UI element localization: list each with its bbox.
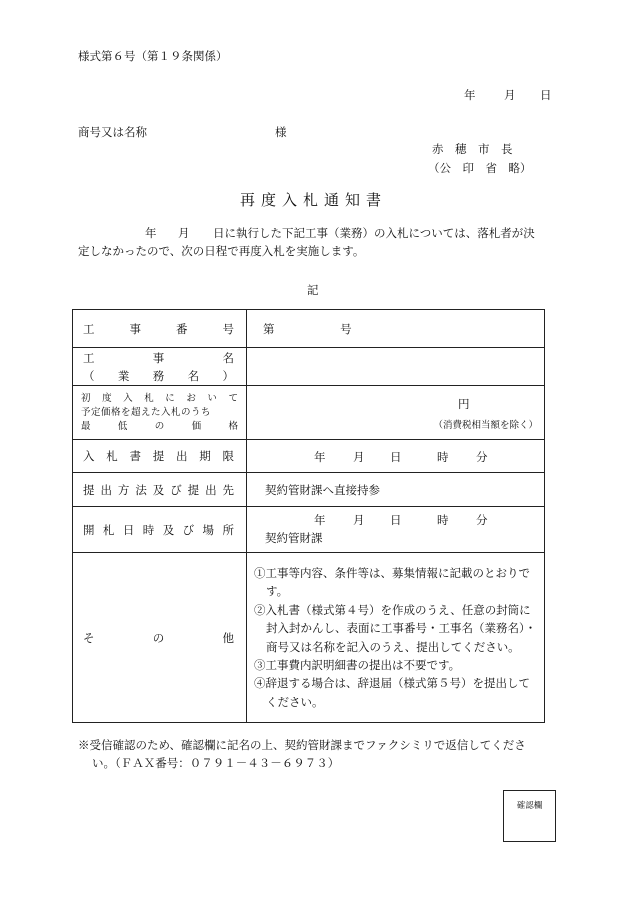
label-char: 他 [222,630,234,645]
label-char: 先 [222,482,234,497]
label-char: 事 [129,321,141,336]
confirmation-box[interactable] [503,790,556,842]
label-char: 格 [228,420,238,432]
table-row [73,386,545,440]
tax-note: （消費税相当額を除く） [433,420,538,431]
issuer-name: 赤 穂 市 長 [432,142,513,156]
label-char: 提 [152,449,165,463]
label-char: （ [83,368,95,383]
deadline-minute: 分 [476,450,488,464]
label-char: 場 [202,522,215,537]
footnote-line-2: い。（ＦＡＸ番号：０７９１－４３－６９７３） [92,756,340,770]
label-char: 提 [187,482,200,497]
table-row [73,440,545,473]
opening-label [73,507,247,553]
label-char: 出 [100,482,112,497]
project-no-suffix: 号 [340,321,352,336]
label-char: 初 [81,392,91,404]
lowest-price-value [247,386,545,440]
confirmation-label: 確認欄 [516,801,543,811]
deadline-label [73,440,247,473]
deadline-hour: 時 [437,450,449,464]
label-char: 限 [222,449,234,463]
label-char: い [207,392,217,404]
label-char: ） [222,368,234,383]
label-char: 提 [83,482,95,497]
deadline-year: 年 [314,450,326,464]
label-char: 最 [81,420,91,432]
label-char: 号 [222,321,234,336]
label-char: そ [83,630,95,645]
notice-table [72,309,545,723]
label-char: 名 [187,368,200,383]
list-item: ④辞退する場合は、辞退届（様式第５号）を提出してください。 [254,676,530,709]
label-char: 法 [135,482,147,497]
project-no-value [247,310,545,348]
other-label [73,553,247,723]
body-month: 月 [178,226,190,240]
label-line: 予定価格を超えた入札のうち [81,406,212,418]
body-year: 年 [145,226,157,240]
label-char: 札 [144,392,154,404]
label-char: 工 [83,321,95,336]
label-char: 低 [117,420,128,432]
other-value [247,553,545,723]
label-char: 度 [102,392,112,404]
label-char: て [228,392,238,404]
label-char: 価 [191,420,202,432]
table-row [73,553,545,723]
body-text-1: 日に執行した下記工事（業務）の入札については、落札者が決 [213,226,535,240]
label-char: び [182,522,195,537]
label-char: 事 [152,350,165,365]
opening-year: 年 [314,513,326,527]
opening-month: 月 [353,513,365,527]
method-text: 契約管財課へ直接持参 [265,482,380,497]
label-char: の [154,420,165,432]
label-char: 札 [102,522,115,537]
list-item: ③工事費内訳明細書の提出は不要です。 [254,657,461,672]
label-char: 方 [117,482,130,497]
deadline-month: 月 [353,450,365,464]
label-char: 期 [199,449,211,463]
date-year: 年 [464,88,476,102]
yen-unit: 円 [458,397,470,411]
table-row [73,507,545,553]
project-name-label [73,348,247,386]
project-name-value [247,348,545,386]
label-char: 及 [152,482,165,497]
project-no-prefix: 第 [263,321,275,336]
label-char: び [170,482,182,497]
table-row [73,473,545,507]
addressee-label: 商号又は名称 [78,125,147,139]
opening-place: 契約管財課 [265,531,323,545]
ki-heading: 記 [307,283,319,297]
opening-value [247,507,545,553]
label-char: 入 [123,392,133,404]
label-char: の [152,630,165,645]
table-row [73,348,545,386]
table-row [73,310,545,348]
lowest-price-label [73,386,247,440]
list-item: ②入札書（様式第４号）を作成のうえ、任意の封筒に封入封かんし、表面に工事番号・工事名（業務名）・商号又は名称を記入のうえ、提出してください。 [254,602,537,654]
label-char: 及 [162,522,175,537]
body-text-2: 定しなかったので、次の日程で再度入札を実施します。 [78,244,365,258]
label-char: 入 [83,449,95,463]
project-no-label [73,310,247,348]
label-char: 所 [222,522,234,537]
list-item: ①工事等内容、条件等は、募集情報に記載のとおりです。 [254,565,530,599]
label-char: 書 [129,449,141,463]
label-char: 札 [106,449,118,463]
label-char: 出 [176,449,188,463]
label-char: 出 [205,482,217,497]
form-number: 様式第６号（第１９条関係） [78,49,228,63]
method-value [247,473,545,507]
deadline-value [247,440,545,473]
label-char: に [165,392,175,404]
opening-day: 日 [390,513,402,527]
addressee-honorific: 様 [275,125,287,139]
label-char: 工 [83,350,95,365]
label-char: 開 [83,522,95,537]
deadline-day: 日 [390,450,402,464]
opening-minute: 分 [476,513,488,527]
date-day: 日 [540,88,552,102]
footnote-line-1: ※受信確認のため、確認欄に記名の上、契約管財課までファクシミリで返信してくださ [78,738,526,752]
opening-hour: 時 [437,513,449,527]
label-char: お [186,392,196,404]
label-char: 業 [117,368,130,383]
label-char: 番 [176,321,188,336]
page-title: 再度入札通知書 [240,191,388,209]
label-char: 名 [222,350,234,365]
label-char: 日 [122,522,135,537]
issuer-seal: （公 印 省 略） [428,161,532,175]
method-label [73,473,247,507]
label-char: 時 [142,522,155,537]
date-month: 月 [504,88,516,102]
label-char: 務 [152,368,165,383]
